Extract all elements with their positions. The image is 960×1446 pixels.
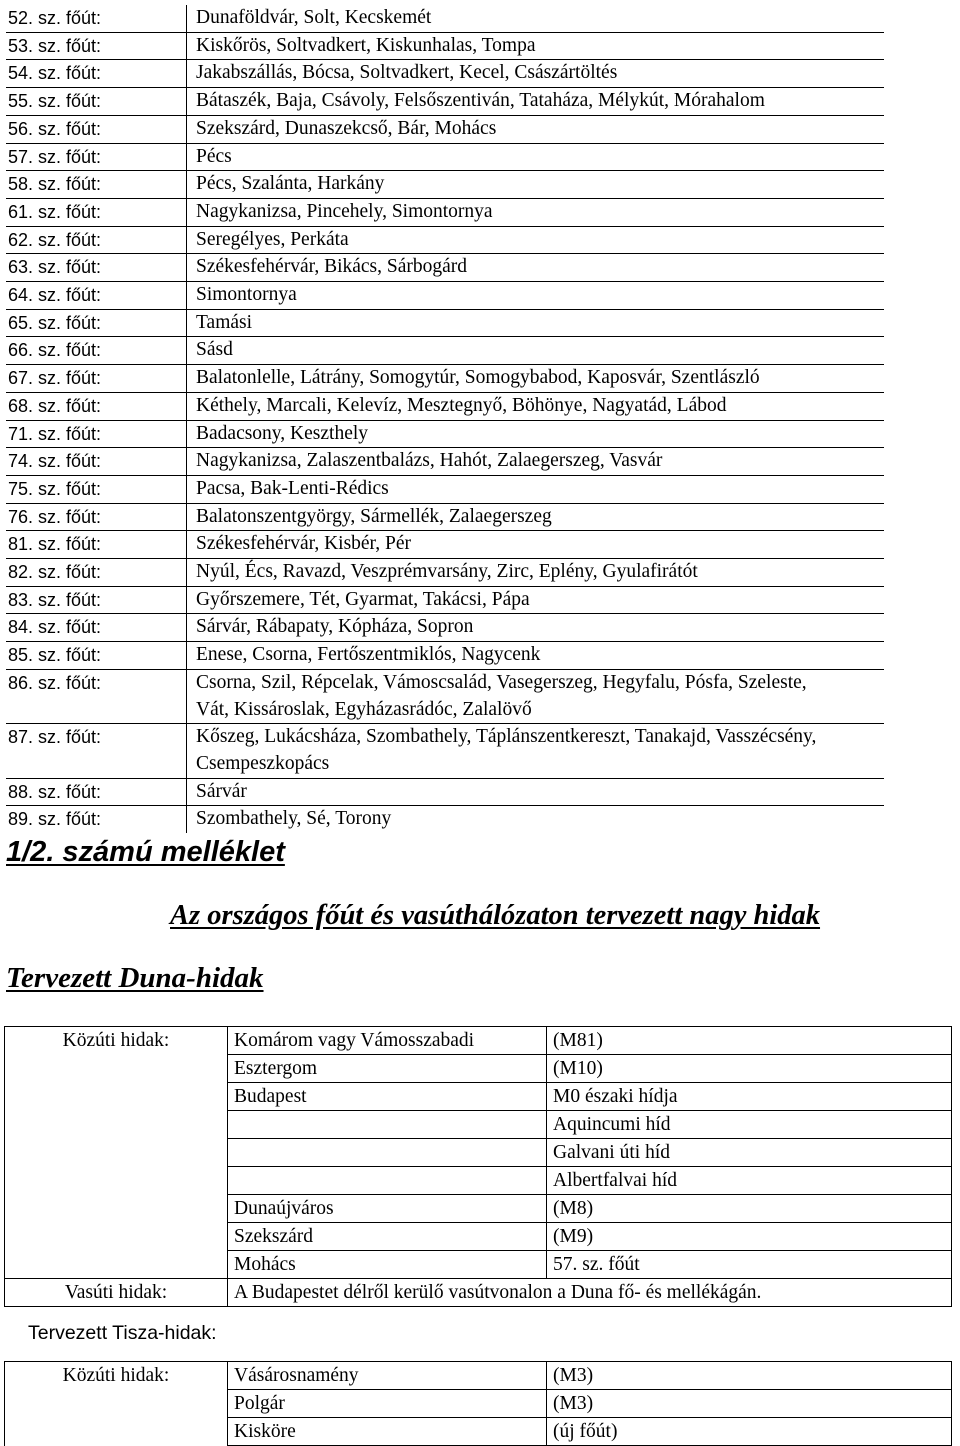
bridge-city: Szekszárd: [228, 1223, 547, 1251]
road-places: Seregélyes, Perkáta: [187, 226, 885, 254]
road-places: Székesfehérvár, Bikács, Sárbogárd: [187, 254, 885, 282]
road-places: Nagykanizsa, Zalaszentbalázs, Hahót, Zalaegerszeg, Vasvár: [187, 448, 885, 476]
road-places: Szekszárd, Dunaszekcső, Bár, Mohács: [187, 115, 885, 143]
road-places: Bátaszék, Baja, Csávoly, Felsőszentiván, Tataháza, Mélykút, Mórahalom: [187, 88, 885, 116]
road-row: [6, 171, 884, 199]
road-row: [6, 254, 884, 282]
road-row: [6, 309, 884, 337]
road-number: 74. sz. főút:: [6, 448, 187, 476]
road-number: 56. sz. főút:: [6, 115, 187, 143]
road-row: [6, 5, 884, 32]
road-number: 84. sz. főút:: [6, 614, 187, 642]
road-places: Kéthely, Marcali, Kelevíz, Mesztegnyő, Böhönye, Nagyatád, Lábod: [187, 392, 885, 420]
road-row: [6, 531, 884, 559]
road-row: [6, 226, 884, 254]
bridge-note: Galvani úti híd: [547, 1139, 952, 1167]
road-number: 87. sz. főút:: [6, 724, 187, 778]
bridge-note: (M10): [547, 1055, 952, 1083]
bridge-city: Polgár: [228, 1390, 547, 1418]
bridge-type-label: [5, 1139, 228, 1167]
tisza-bridges-heading: Tervezett Tisza-hidak:: [28, 1322, 217, 1344]
bridge-city: Komárom vagy Vámosszabadi: [228, 1027, 547, 1055]
road-number: 88. sz. főút:: [6, 778, 187, 806]
road-places: Pécs, Szalánta, Harkány: [187, 171, 885, 199]
road-number: 53. sz. főút:: [6, 32, 187, 60]
road-number: 89. sz. főút:: [6, 806, 187, 833]
road-number: 52. sz. főút:: [6, 5, 187, 32]
road-places: Sásd: [187, 337, 885, 365]
road-row: [6, 503, 884, 531]
bridge-row: [5, 1055, 952, 1083]
road-places: Dunaföldvár, Solt, Kecskemét: [187, 5, 885, 32]
bridge-type-label: [5, 1055, 228, 1083]
bridge-type-label: [5, 1111, 228, 1139]
bridge-type-label: Vasúti hidak:: [5, 1279, 228, 1307]
road-number: 76. sz. főút:: [6, 503, 187, 531]
road-number: 81. sz. főút:: [6, 531, 187, 559]
road-number: 68. sz. főút:: [6, 392, 187, 420]
tisza-bridges-table: [4, 1361, 952, 1446]
bridge-row: [5, 1362, 952, 1390]
bridge-city: Mohács: [228, 1251, 547, 1279]
bridge-row: [5, 1279, 952, 1307]
bridge-note: (M8): [547, 1195, 952, 1223]
road-places: Pécs: [187, 143, 885, 171]
bridge-note: Albertfalvai híd: [547, 1167, 952, 1195]
road-places: [187, 669, 885, 723]
bridge-row: [5, 1167, 952, 1195]
road-places: Enese, Csorna, Fertőszentmiklós, Nagycenk: [187, 642, 885, 670]
bridge-note: (M9): [547, 1223, 952, 1251]
bridge-city: Vásárosnamény: [228, 1362, 547, 1390]
road-places-line: Vát, Kissároslak, Egyházasrádóc, Zalalövő: [196, 698, 532, 720]
road-number: 57. sz. főút:: [6, 143, 187, 171]
road-row: [6, 669, 884, 723]
road-row: [6, 806, 884, 833]
road-row: [6, 724, 884, 778]
road-row: [6, 60, 884, 88]
road-number: 86. sz. főút:: [6, 669, 187, 723]
road-places: Székesfehérvár, Kisbér, Pér: [187, 531, 885, 559]
road-places: Szombathely, Sé, Torony: [196, 808, 392, 830]
bridge-city: Esztergom: [228, 1055, 547, 1083]
bridge-type-label: [5, 1195, 228, 1223]
bridge-type-label: Közúti hidak:: [5, 1027, 228, 1055]
road-row: [6, 778, 884, 806]
bridge-type-label: Közúti hidak:: [5, 1362, 228, 1390]
road-places: Pacsa, Bak-Lenti-Rédics: [187, 475, 885, 503]
road-number: 66. sz. főút:: [6, 337, 187, 365]
road-places: Badacsony, Keszthely: [187, 420, 885, 448]
road-number: 55. sz. főút:: [6, 88, 187, 116]
road-places: [187, 724, 885, 778]
road-places-line: Csempeszkopács: [196, 752, 330, 774]
bridge-row: [5, 1251, 952, 1279]
bridge-type-label: [5, 1251, 228, 1279]
page-title: Az országos főút és vasúthálózaton tervezett nagy hidak: [170, 900, 821, 931]
bridge-note: (M3): [547, 1362, 952, 1390]
road-number: 58. sz. főút:: [6, 171, 187, 199]
road-places-line: Csorna, Szil, Répcelak, Vámoscsalád, Vasegerszeg, Hegyfalu, Pósfa, Szeleste,: [196, 671, 807, 693]
bridge-city: [228, 1111, 547, 1139]
bridge-row: [5, 1083, 952, 1111]
road-number: 75. sz. főút:: [6, 475, 187, 503]
bridge-city: Budapest: [228, 1083, 547, 1111]
road-places: Győrszemere, Tét, Gyarmat, Takácsi, Pápa: [187, 586, 885, 614]
road-number: 71. sz. főút:: [6, 420, 187, 448]
road-places: Kiskőrös, Soltvadkert, Kiskunhalas, Tompa: [187, 32, 885, 60]
bridge-type-label: [5, 1083, 228, 1111]
road-number: 63. sz. főút:: [6, 254, 187, 282]
bridge-row: [5, 1139, 952, 1167]
road-row: [6, 115, 884, 143]
bridge-row: [5, 1390, 952, 1418]
road-row: [6, 448, 884, 476]
road-row: [6, 559, 884, 587]
bridge-row: [5, 1111, 952, 1139]
bridge-row: [5, 1223, 952, 1251]
road-places-line: Kőszeg, Lukácsháza, Szombathely, Táplánszentkereszt, Tanakajd, Vasszécsény,: [196, 726, 817, 748]
bridge-note: (M81): [547, 1027, 952, 1055]
duna-bridges-heading: Tervezett Duna-hidak: [6, 962, 264, 994]
bridge-type-label: [5, 1418, 228, 1446]
bridge-row: [5, 1027, 952, 1055]
bridge-note: Aquincumi híd: [547, 1111, 952, 1139]
rail-bridge-text: A Budapestet délről kerülő vasútvonalon a Duna fő- és mellékágán.: [228, 1279, 952, 1307]
bridge-type-label: [5, 1390, 228, 1418]
road-row: [6, 392, 884, 420]
road-places: Jakabszállás, Bócsa, Soltvadkert, Kecel, Császártöltés: [187, 60, 885, 88]
road-row: [6, 32, 884, 60]
road-row: [6, 282, 884, 310]
road-places: Simontornya: [187, 282, 885, 310]
road-number: 62. sz. főút:: [6, 226, 187, 254]
road-row: [6, 475, 884, 503]
road-row: [6, 642, 884, 670]
road-number: 67. sz. főút:: [6, 365, 187, 393]
bridge-city: [228, 1139, 547, 1167]
road-row: [6, 198, 884, 226]
road-row: [6, 420, 884, 448]
annex-heading: 1/2. számú melléklet: [6, 836, 285, 868]
bridge-city: [228, 1167, 547, 1195]
road-row: [6, 337, 884, 365]
road-places: Sárvár, Rábapaty, Kópháza, Sopron: [187, 614, 885, 642]
road-places: Sárvár: [187, 778, 885, 806]
road-number: 83. sz. főút:: [6, 586, 187, 614]
road-list-table: [6, 5, 884, 833]
bridge-note: (új főút): [547, 1418, 952, 1446]
road-number: 82. sz. főút:: [6, 559, 187, 587]
road-row: [6, 143, 884, 171]
road-number: 54. sz. főút:: [6, 60, 187, 88]
bridge-city: Dunaújváros: [228, 1195, 547, 1223]
road-row: [6, 365, 884, 393]
road-places: Balatonlelle, Látrány, Somogytúr, Somogybabod, Kaposvár, Szentlászló: [187, 365, 885, 393]
bridge-type-label: [5, 1167, 228, 1195]
road-places: Balatonszentgyörgy, Sármellék, Zalaegerszeg: [187, 503, 885, 531]
road-places: Nyúl, Écs, Ravazd, Veszprémvarsány, Zirc, Eplény, Gyulafirátót: [187, 559, 885, 587]
bridge-type-label: [5, 1223, 228, 1251]
road-number: 61. sz. főút:: [6, 198, 187, 226]
duna-bridges-table: [4, 1026, 952, 1307]
bridge-note: M0 északi hídja: [547, 1083, 952, 1111]
bridge-city: Kisköre: [228, 1418, 547, 1446]
road-number: 85. sz. főút:: [6, 642, 187, 670]
road-row: [6, 88, 884, 116]
road-number: 64. sz. főút:: [6, 282, 187, 310]
bridge-row: [5, 1195, 952, 1223]
road-places: Nagykanizsa, Pincehely, Simontornya: [187, 198, 885, 226]
bridge-row: [5, 1418, 952, 1446]
bridge-note: 57. sz. főút: [547, 1251, 952, 1279]
road-number: 65. sz. főút:: [6, 309, 187, 337]
road-row: [6, 586, 884, 614]
road-places: Tamási: [187, 309, 885, 337]
bridge-note: (M3): [547, 1390, 952, 1418]
road-row: [6, 614, 884, 642]
